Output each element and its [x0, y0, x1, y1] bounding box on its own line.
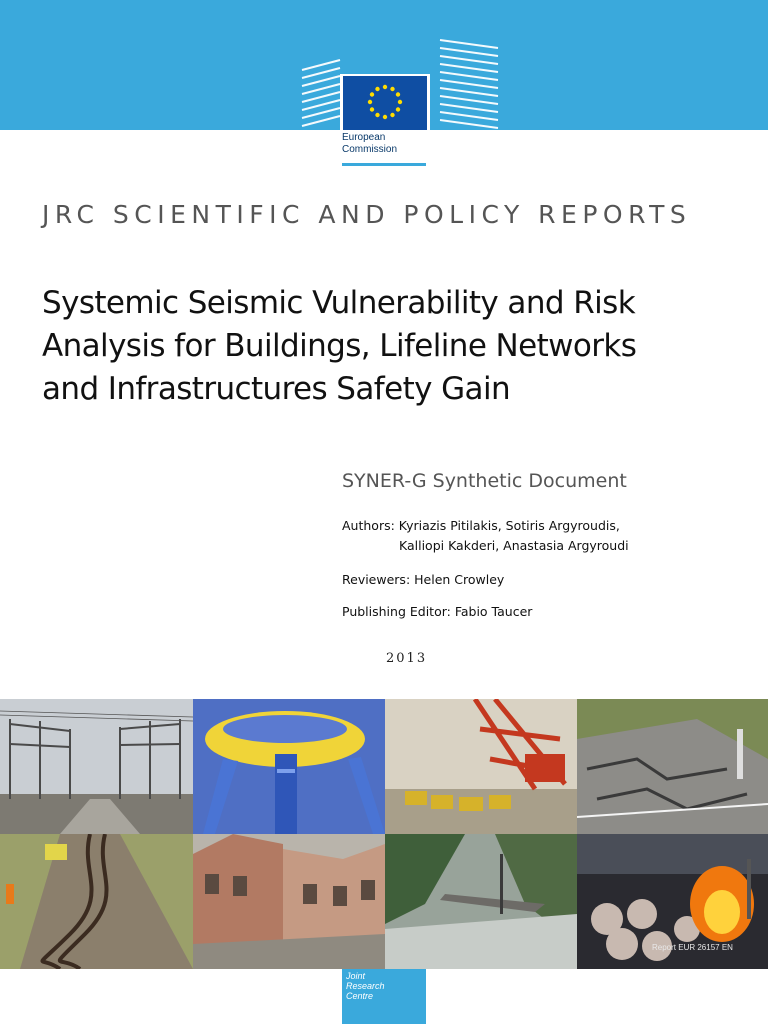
logo-underline	[342, 163, 426, 166]
jrc-line-2: Research	[346, 981, 385, 991]
collapsed-bridge-photo	[385, 834, 577, 969]
jrc-logo-box	[342, 969, 426, 1024]
water-tower-photo	[193, 699, 385, 834]
title-line-1: Systemic Seismic Vulnerability and Risk	[42, 285, 636, 321]
title-line-3: and Infrastructures Safety Gain	[42, 371, 511, 407]
org-line-1: European	[342, 132, 386, 143]
cracked-road-photo	[577, 699, 768, 834]
series-title: JRC SCIENTIFIC AND POLICY REPORTS	[42, 200, 692, 229]
org-line-2: Commission	[342, 144, 398, 155]
buckled-railway-photo	[0, 834, 193, 969]
document-subtitle: SYNER-G Synthetic Document	[342, 470, 627, 492]
european-commission-logo	[300, 38, 500, 170]
report-number: Report EUR 26157 EN	[652, 943, 733, 952]
jrc-line-1: Joint	[346, 971, 366, 981]
authors-line-2: Kalliopi Kakderi, Anastasia Argyroudi	[399, 538, 629, 553]
collapsed-port-crane-photo	[385, 699, 577, 834]
photo-collage	[0, 699, 768, 969]
electrical-substation-photo	[0, 699, 193, 834]
title-line-2: Analysis for Buildings, Lifeline Networks	[42, 328, 637, 364]
jrc-line-3: Centre	[346, 991, 374, 1001]
organization-name	[342, 132, 397, 156]
publication-year: 2013	[386, 651, 428, 666]
reviewers: Reviewers: Helen Crowley	[342, 572, 505, 587]
publishing-editor: Publishing Editor: Fabio Taucer	[342, 604, 533, 619]
jrc-logo-text	[346, 971, 385, 1001]
damaged-buildings-photo	[193, 834, 385, 969]
document-title	[42, 282, 742, 411]
authors-line-1: Authors: Kyriazis Pitilakis, Sotiris Argyroudis,	[342, 518, 620, 533]
